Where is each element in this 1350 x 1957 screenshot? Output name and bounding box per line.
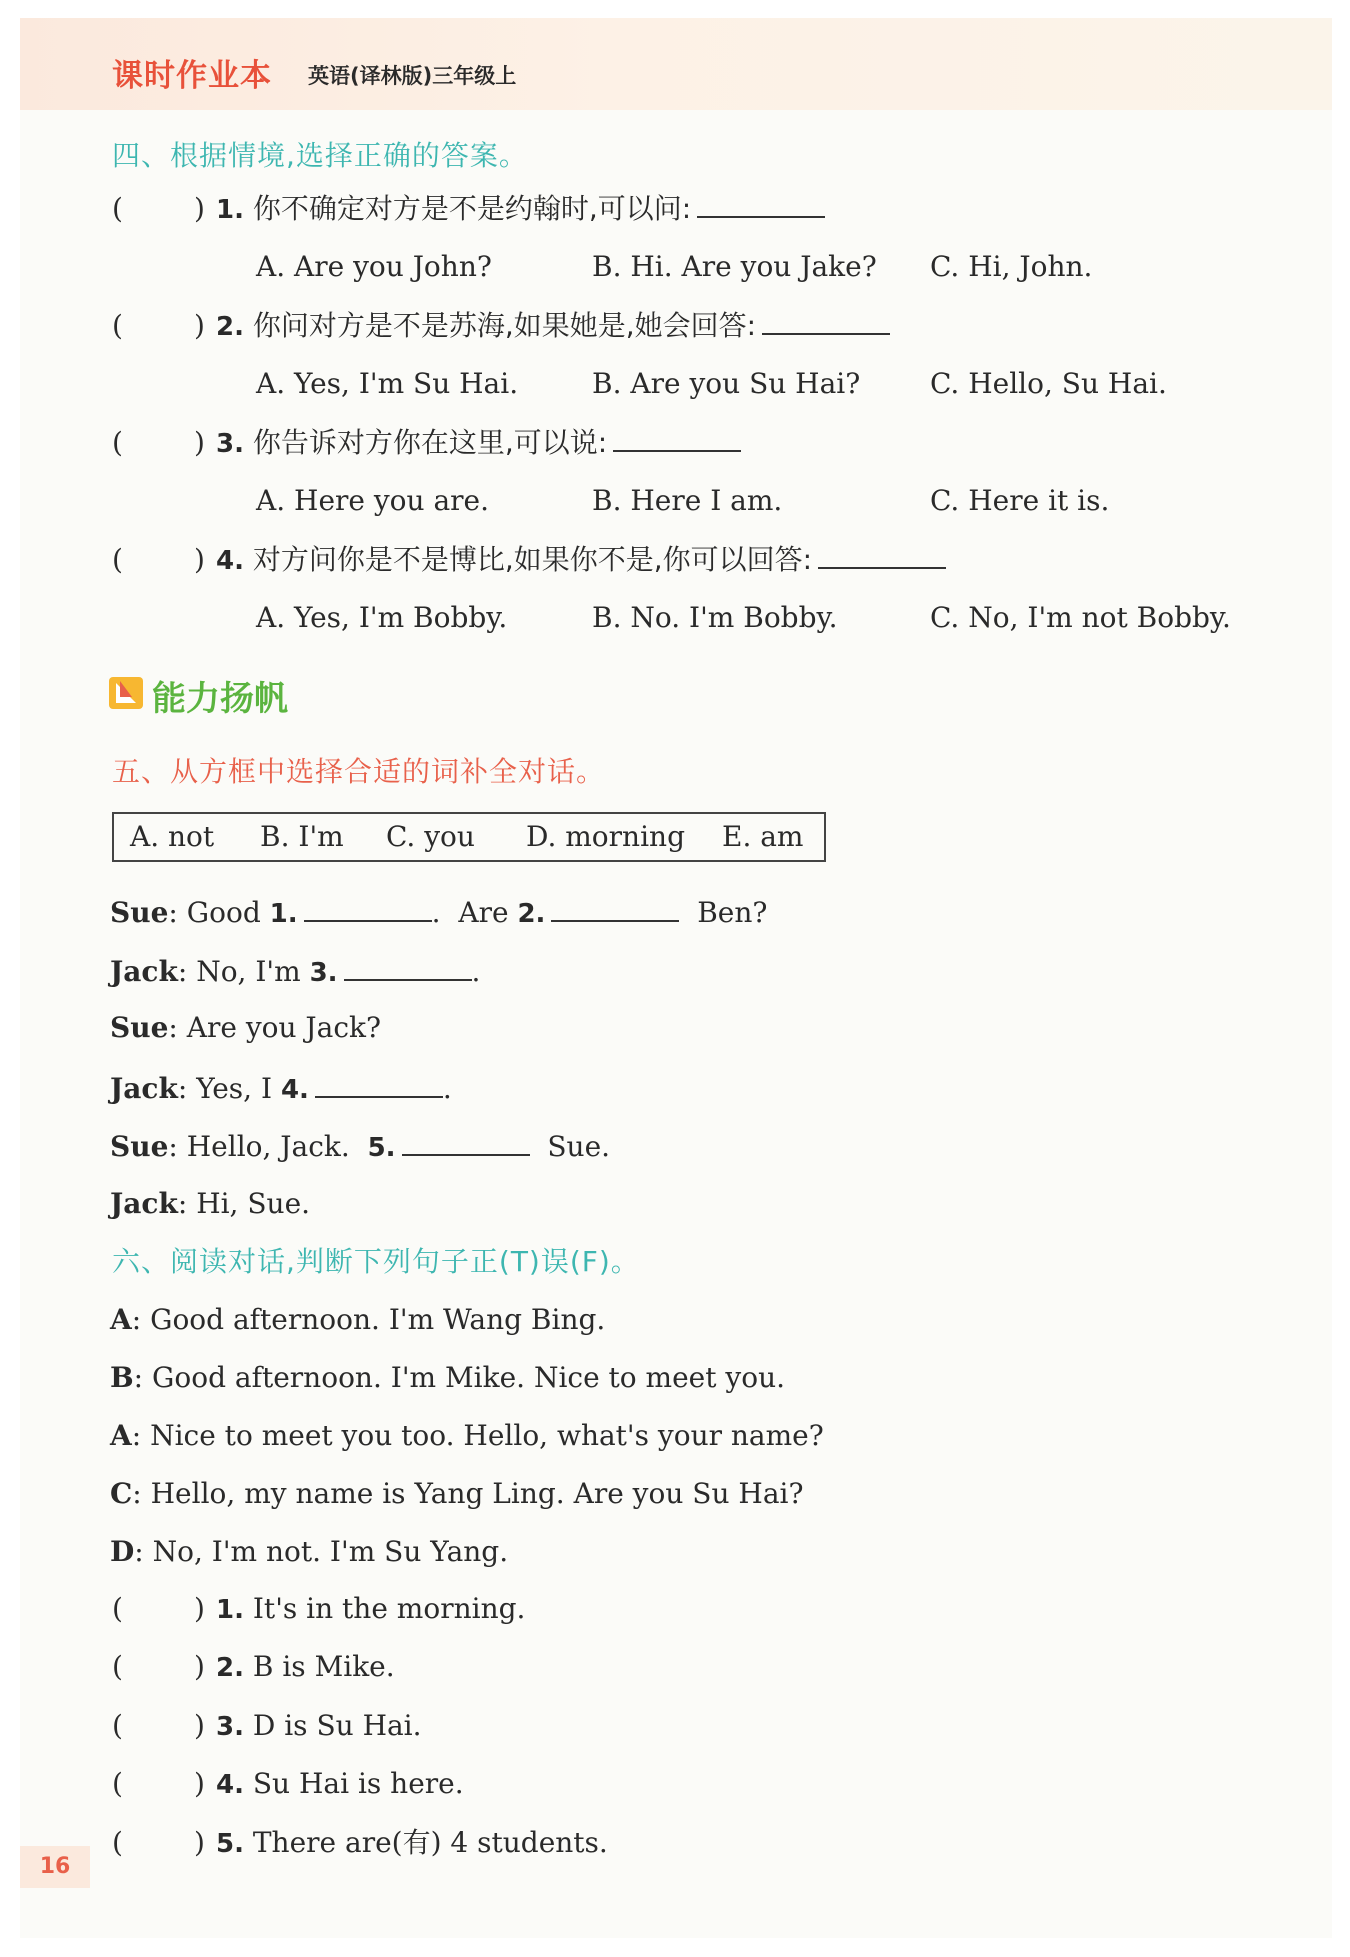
statement-text: Su Hai is here. — [252, 1767, 464, 1800]
answer-paren-close[interactable]: ) — [194, 309, 205, 342]
option-c: C. Here it is. — [930, 484, 1110, 517]
dialogue-text: Are — [458, 896, 509, 929]
speaker-colon: : — [177, 1187, 188, 1220]
dialogue-text: Hi, Sue. — [196, 1187, 311, 1220]
dialogue-line — [110, 1070, 452, 1107]
answer-paren-open: ( — [112, 1826, 123, 1859]
dialogue-text: . — [471, 955, 481, 988]
statement-1 — [216, 1592, 525, 1627]
answer-paren-close[interactable]: ) — [194, 426, 205, 459]
blank-number: 2. — [517, 899, 546, 929]
answer-paren-open: ( — [112, 1650, 123, 1683]
word-option: C. you — [386, 820, 475, 853]
answer-paren-close[interactable]: ) — [194, 192, 205, 225]
dialogue-text: Yes, I — [196, 1072, 273, 1105]
answer-paren-close[interactable]: ) — [194, 1826, 205, 1859]
word-option: A. not — [130, 820, 215, 853]
speaker-name: Jack — [110, 955, 178, 988]
answer-blank[interactable] — [613, 424, 741, 452]
question-1 — [216, 190, 825, 227]
speaker-colon: : — [132, 1477, 142, 1510]
option-a: A. Yes, I'm Bobby. — [256, 601, 508, 634]
speaker-colon: : — [131, 1419, 142, 1452]
statement-text: B is Mike. — [252, 1650, 395, 1683]
dialogue-line — [110, 1419, 824, 1453]
question-number: 3. — [216, 429, 244, 459]
answer-blank[interactable] — [402, 1128, 530, 1156]
answer-paren-close[interactable]: ) — [194, 1592, 205, 1625]
statement-number: 3. — [216, 1712, 244, 1742]
statement-2 — [216, 1650, 395, 1685]
option-b: B. Here I am. — [592, 484, 783, 517]
dialogue-text: Ben? — [697, 896, 768, 929]
book-title: 课时作业本 — [112, 58, 272, 94]
dialogue-text: No, I'm — [196, 955, 301, 988]
statement-number: 4. — [216, 1770, 244, 1800]
question-number: 4. — [216, 546, 244, 576]
speaker-colon: : — [168, 896, 178, 929]
statement-text: D is Su Hai. — [252, 1709, 422, 1742]
statement-number: 2. — [216, 1653, 244, 1683]
speaker-colon: : — [177, 1072, 188, 1105]
answer-paren-open: ( — [112, 1592, 123, 1625]
sail-icon — [108, 675, 144, 711]
dialogue-text: Good — [186, 896, 261, 929]
answer-paren-open: ( — [112, 543, 123, 576]
statement-3 — [216, 1709, 422, 1744]
speaker-colon: : — [134, 1535, 144, 1568]
question-text: 你问对方是不是苏海,如果她是,她会回答: — [252, 309, 757, 342]
banner-label: 能力扬帆 — [152, 679, 288, 719]
answer-paren-open: ( — [112, 1709, 123, 1742]
statement-5 — [216, 1826, 608, 1861]
speaker-name: Sue — [110, 1011, 169, 1044]
answer-paren-open: ( — [112, 192, 123, 225]
dialogue-text: Hello, Jack. — [186, 1130, 350, 1163]
statement-number: 1. — [216, 1595, 244, 1625]
page-number: 16 — [20, 1846, 90, 1888]
answer-paren-close[interactable]: ) — [194, 1709, 205, 1742]
speaker-name: Jack — [110, 1072, 178, 1105]
speaker-colon: : — [168, 1130, 178, 1163]
speaker-name: C — [110, 1477, 133, 1510]
answer-blank[interactable] — [344, 953, 472, 981]
word-option: E. am — [722, 820, 804, 853]
answer-paren-open: ( — [112, 309, 123, 342]
speaker-name: A — [110, 1419, 132, 1452]
statement-number: 5. — [216, 1829, 244, 1859]
dialogue-text: . — [431, 896, 441, 929]
statement-text: There are(有) 4 students. — [252, 1826, 608, 1859]
statement-4 — [216, 1767, 464, 1802]
question-4 — [216, 541, 946, 578]
dialogue-text: Nice to meet you too. Hello, what's your name? — [150, 1419, 824, 1452]
answer-blank[interactable] — [818, 541, 946, 569]
dialogue-line — [110, 953, 480, 990]
dialogue-line — [110, 1535, 508, 1569]
speaker-name: B — [110, 1361, 134, 1394]
answer-blank[interactable] — [697, 190, 825, 218]
question-2 — [216, 307, 890, 344]
blank-number: 5. — [367, 1133, 396, 1163]
answer-paren-open: ( — [112, 1767, 123, 1800]
word-option: D. morning — [526, 820, 685, 853]
answer-paren-open: ( — [112, 426, 123, 459]
option-b: B. No. I'm Bobby. — [592, 601, 838, 634]
blank-number: 1. — [269, 899, 298, 929]
section6-title: 六、阅读对话,判断下列句子正(T)误(F)。 — [112, 1245, 640, 1278]
speaker-name: D — [110, 1535, 135, 1568]
question-number: 1. — [216, 195, 244, 225]
answer-paren-close[interactable]: ) — [194, 1767, 205, 1800]
option-a: A. Yes, I'm Su Hai. — [256, 367, 519, 400]
speaker-name: A — [110, 1303, 132, 1336]
dialogue-text: Good afternoon. I'm Wang Bing. — [150, 1303, 606, 1336]
word-option: B. I'm — [260, 820, 344, 853]
section4-title: 四、根据情境,选择正确的答案。 — [112, 139, 528, 172]
dialogue-line — [110, 1187, 310, 1221]
option-c: C. Hello, Su Hai. — [930, 367, 1167, 400]
statement-text: It's in the morning. — [252, 1592, 526, 1625]
option-c: C. Hi, John. — [930, 250, 1093, 283]
speaker-name: Jack — [110, 1187, 178, 1220]
option-a: A. Are you John? — [256, 250, 492, 283]
question-number: 2. — [216, 312, 244, 342]
book-subtitle: 英语(译林版)三年级上 — [308, 64, 517, 88]
speaker-colon: : — [177, 955, 188, 988]
dialogue-text: . — [442, 1072, 452, 1105]
section5-title: 五、从方框中选择合适的词补全对话。 — [112, 755, 606, 788]
speaker-colon: : — [131, 1303, 142, 1336]
answer-blank[interactable] — [304, 894, 432, 922]
question-text: 对方问你是不是博比,如果你不是,你可以回答: — [252, 543, 813, 576]
dialogue-line — [110, 894, 767, 931]
question-text: 你不确定对方是不是约翰时,可以问: — [252, 192, 692, 225]
dialogue-text: Sue. — [547, 1130, 611, 1163]
question-3 — [216, 424, 741, 461]
option-a: A. Here you are. — [256, 484, 490, 517]
speaker-colon: : — [168, 1011, 178, 1044]
dialogue-line — [110, 1011, 381, 1045]
dialogue-text: Are you Jack? — [186, 1011, 382, 1044]
question-text: 你告诉对方你在这里,可以说: — [252, 426, 608, 459]
dialogue-line — [110, 1303, 605, 1337]
option-c: C. No, I'm not Bobby. — [930, 601, 1231, 634]
answer-blank[interactable] — [551, 894, 679, 922]
answer-paren-close[interactable]: ) — [194, 1650, 205, 1683]
dialogue-text: Good afternoon. I'm Mike. Nice to meet you. — [152, 1361, 786, 1394]
speaker-name: Sue — [110, 896, 169, 929]
answer-paren-close[interactable]: ) — [194, 543, 205, 576]
speaker-name: Sue — [110, 1130, 169, 1163]
option-b: B. Are you Su Hai? — [592, 367, 861, 400]
dialogue-line — [110, 1128, 610, 1165]
answer-blank[interactable] — [315, 1070, 443, 1098]
dialogue-text: Hello, my name is Yang Ling. Are you Su Hai? — [150, 1477, 804, 1510]
dialogue-text: No, I'm not. I'm Su Yang. — [152, 1535, 509, 1568]
blank-number: 3. — [309, 958, 338, 988]
dialogue-line — [110, 1477, 804, 1511]
option-b: B. Hi. Are you Jake? — [592, 250, 877, 283]
word-box — [112, 812, 826, 862]
speaker-colon: : — [133, 1361, 144, 1394]
blank-number: 4. — [280, 1075, 309, 1105]
dialogue-line — [110, 1361, 785, 1395]
answer-blank[interactable] — [762, 307, 890, 335]
